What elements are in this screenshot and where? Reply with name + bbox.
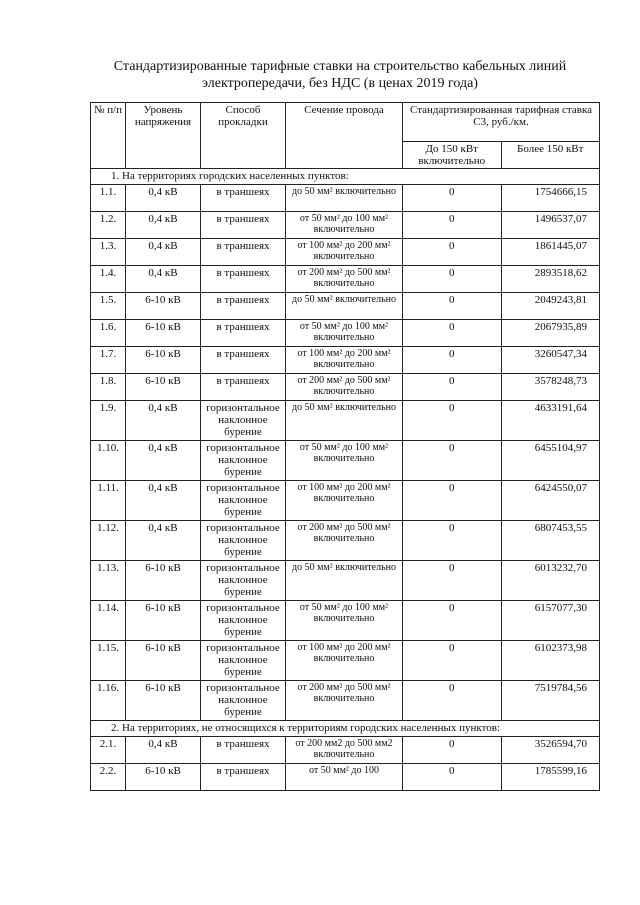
row-method: горизонтальное наклонное бурение: [201, 641, 286, 681]
row-rate-high: 1754666,15: [501, 185, 600, 212]
row-rate-high: 1496537,07: [501, 212, 600, 239]
row-rate-high: 1861445,07: [501, 239, 600, 266]
row-voltage: 0,4 кВ: [126, 521, 201, 561]
row-rate-low: 0: [403, 601, 502, 641]
row-method: в траншеях: [201, 185, 286, 212]
row-rate-high: 2049243,81: [501, 293, 600, 320]
row-rate-low: 0: [403, 561, 502, 601]
row-rate-high: 7519784,56: [501, 681, 600, 721]
section-title: 1. На территориях городских населенных пунктов:: [91, 169, 600, 185]
header-low: До 150 кВт включительно: [403, 142, 502, 169]
table-body: [91, 169, 600, 791]
row-voltage: 6-10 кВ: [126, 561, 201, 601]
row-rate-high: 1785599,16: [501, 764, 600, 791]
table-row: [91, 347, 600, 374]
row-method: в траншеях: [201, 347, 286, 374]
row-section: от 50 мм² до 100 мм² включительно: [286, 441, 403, 481]
row-section: от 50 мм² до 100 мм² включительно: [286, 601, 403, 641]
row-rate-high: 6455104,97: [501, 441, 600, 481]
table-row: [91, 293, 600, 320]
row-section: от 50 мм² до 100 мм² включительно: [286, 212, 403, 239]
row-rate-high: 2893518,62: [501, 266, 600, 293]
table-row: [91, 441, 600, 481]
table-row: [91, 681, 600, 721]
row-section: от 50 мм² до 100 мм² включительно: [286, 320, 403, 347]
header-rate: Стандартизированная тарифная ставка С3, руб./км.: [403, 103, 600, 142]
row-number: 1.16.: [91, 681, 126, 721]
row-number: 1.13.: [91, 561, 126, 601]
row-number: 1.14.: [91, 601, 126, 641]
row-number: 1.3.: [91, 239, 126, 266]
row-section: до 50 мм² включительно: [286, 293, 403, 320]
row-rate-low: 0: [403, 737, 502, 764]
row-voltage: 6-10 кВ: [126, 320, 201, 347]
row-rate-low: 0: [403, 481, 502, 521]
row-rate-low: 0: [403, 347, 502, 374]
row-method: в траншеях: [201, 374, 286, 401]
row-voltage: 0,4 кВ: [126, 481, 201, 521]
row-voltage: 0,4 кВ: [126, 441, 201, 481]
table-row: [91, 185, 600, 212]
row-rate-high: 3578248,73: [501, 374, 600, 401]
row-voltage: 6-10 кВ: [126, 347, 201, 374]
row-rate-low: 0: [403, 266, 502, 293]
section-row: [91, 169, 600, 185]
row-method: в траншеях: [201, 266, 286, 293]
row-rate-high: 6102373,98: [501, 641, 600, 681]
row-method: в траншеях: [201, 293, 286, 320]
table-row: [91, 266, 600, 293]
row-section: от 100 мм² до 200 мм² включительно: [286, 481, 403, 521]
row-number: 1.1.: [91, 185, 126, 212]
row-method: горизонтальное наклонное бурение: [201, 481, 286, 521]
table-row: [91, 521, 600, 561]
row-method: горизонтальное наклонное бурение: [201, 681, 286, 721]
row-method: горизонтальное наклонное бурение: [201, 561, 286, 601]
row-rate-low: 0: [403, 441, 502, 481]
row-section: от 200 мм2 до 500 мм2 включительно: [286, 737, 403, 764]
row-method: в траншеях: [201, 764, 286, 791]
row-voltage: 6-10 кВ: [126, 293, 201, 320]
row-method: в траншеях: [201, 212, 286, 239]
row-section: от 200 мм² до 500 мм² включительно: [286, 374, 403, 401]
row-number: 2.1.: [91, 737, 126, 764]
row-voltage: 6-10 кВ: [126, 641, 201, 681]
table-row: [91, 481, 600, 521]
row-number: 1.11.: [91, 481, 126, 521]
table-row: [91, 601, 600, 641]
document-title: Стандартизированные тарифные ставки на строительство кабельных линий электропередачи, без НДС (в ценах 2019 года): [113, 59, 567, 91]
table-row: [91, 239, 600, 266]
table-row: [91, 374, 600, 401]
table-row: [91, 320, 600, 347]
table-row: [91, 737, 600, 764]
row-method: в траншеях: [201, 320, 286, 347]
header-high: Более 150 кВт: [501, 142, 600, 169]
header-num: № п/п: [91, 103, 126, 169]
row-rate-low: 0: [403, 401, 502, 441]
row-number: 1.15.: [91, 641, 126, 681]
row-rate-low: 0: [403, 239, 502, 266]
row-number: 1.2.: [91, 212, 126, 239]
row-rate-high: 6013232,70: [501, 561, 600, 601]
row-section: от 200 мм² до 500 мм² включительно: [286, 681, 403, 721]
row-rate-low: 0: [403, 641, 502, 681]
row-number: 1.4.: [91, 266, 126, 293]
row-method: в траншеях: [201, 239, 286, 266]
row-rate-high: 3526594,70: [501, 737, 600, 764]
row-rate-high: 6157077,30: [501, 601, 600, 641]
table-row: [91, 561, 600, 601]
row-number: 1.12.: [91, 521, 126, 561]
row-number: 2.2.: [91, 764, 126, 791]
row-section: до 50 мм² включительно: [286, 561, 403, 601]
table-row: [91, 764, 600, 791]
row-voltage: 0,4 кВ: [126, 239, 201, 266]
row-rate-high: 2067935,89: [501, 320, 600, 347]
row-number: 1.8.: [91, 374, 126, 401]
row-rate-low: 0: [403, 681, 502, 721]
row-method: горизонтальное наклонное бурение: [201, 521, 286, 561]
row-voltage: 0,4 кВ: [126, 212, 201, 239]
row-rate-low: 0: [403, 293, 502, 320]
table-row: [91, 641, 600, 681]
row-rate-low: 0: [403, 764, 502, 791]
row-section: от 200 мм² до 500 мм² включительно: [286, 266, 403, 293]
row-number: 1.6.: [91, 320, 126, 347]
row-rate-high: 4633191,64: [501, 401, 600, 441]
row-voltage: 6-10 кВ: [126, 764, 201, 791]
row-number: 1.7.: [91, 347, 126, 374]
row-number: 1.5.: [91, 293, 126, 320]
header-voltage: Уровень напряжения: [126, 103, 201, 169]
table-row: [91, 401, 600, 441]
row-voltage: 6-10 кВ: [126, 681, 201, 721]
row-voltage: 0,4 кВ: [126, 185, 201, 212]
row-rate-high: 3260547,34: [501, 347, 600, 374]
row-rate-high: 6807453,55: [501, 521, 600, 561]
row-number: 1.9.: [91, 401, 126, 441]
row-rate-low: 0: [403, 374, 502, 401]
row-voltage: 6-10 кВ: [126, 601, 201, 641]
row-rate-high: 6424550,07: [501, 481, 600, 521]
row-voltage: 0,4 кВ: [126, 737, 201, 764]
row-section: от 100 мм² до 200 мм² включительно: [286, 347, 403, 374]
row-method: в траншеях: [201, 737, 286, 764]
row-section: от 200 мм² до 500 мм² включительно: [286, 521, 403, 561]
row-rate-low: 0: [403, 521, 502, 561]
row-voltage: 0,4 кВ: [126, 266, 201, 293]
row-section: от 100 мм² до 200 мм² включительно: [286, 239, 403, 266]
row-method: горизонтальное наклонное бурение: [201, 401, 286, 441]
table-row: [91, 212, 600, 239]
row-number: 1.10.: [91, 441, 126, 481]
row-voltage: 6-10 кВ: [126, 374, 201, 401]
row-voltage: 0,4 кВ: [126, 401, 201, 441]
row-method: горизонтальное наклонное бурение: [201, 441, 286, 481]
row-section: до 50 мм² включительно: [286, 401, 403, 441]
row-rate-low: 0: [403, 320, 502, 347]
row-rate-low: 0: [403, 212, 502, 239]
row-section: от 100 мм² до 200 мм² включительно: [286, 641, 403, 681]
row-section: до 50 мм² включительно: [286, 185, 403, 212]
row-rate-low: 0: [403, 185, 502, 212]
section-row: [91, 721, 600, 737]
header-method: Способ прокладки: [201, 103, 286, 169]
row-section: от 50 мм² до 100: [286, 764, 403, 791]
header-section: Сечение провода: [286, 103, 403, 169]
section-title: 2. На территориях, не относящихся к территориям городских населенных пунктов:: [91, 721, 600, 737]
tariff-table: [90, 102, 600, 791]
row-method: горизонтальное наклонное бурение: [201, 601, 286, 641]
